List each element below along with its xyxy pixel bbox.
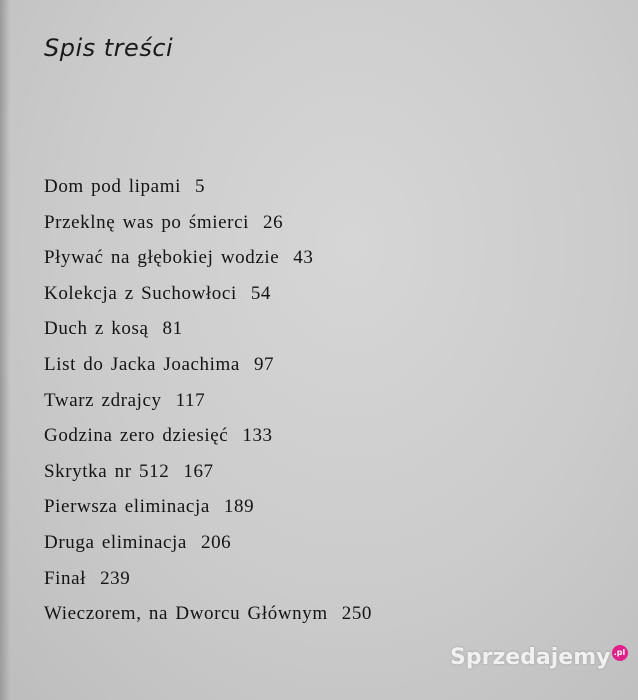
toc-entry — [44, 314, 372, 350]
toc-entry — [44, 386, 372, 422]
toc-entry — [44, 599, 372, 635]
toc-entry-title: List do Jacka Joachima — [44, 353, 240, 375]
toc-entry-page: 26 — [263, 211, 284, 233]
toc-entry-page: 250 — [341, 603, 373, 625]
toc-entry-title: Godzina zero dziesięć — [44, 425, 229, 447]
toc-entry-page: 206 — [200, 531, 232, 553]
table-of-contents — [44, 172, 372, 635]
watermark-text: Sprzedajemy — [450, 645, 611, 670]
toc-entry-page: 239 — [100, 567, 131, 589]
toc-entry-title: Duch z kosą — [44, 318, 149, 340]
toc-entry-title: Skrytka nr 512 — [44, 460, 170, 482]
watermark-badge: .pl — [612, 645, 628, 661]
toc-entry-page: 133 — [242, 425, 273, 447]
toc-entry — [44, 492, 372, 528]
toc-entry-title: Przeklnę was po śmierci — [44, 211, 249, 233]
toc-entry-page: 189 — [223, 496, 255, 518]
toc-entry-title: Wieczorem, na Dworcu Głównym — [44, 603, 328, 625]
toc-entry-page: 97 — [253, 353, 275, 375]
toc-entry-page: 43 — [293, 247, 314, 269]
toc-entry-page: 81 — [162, 318, 183, 340]
toc-entry-title: Twarz zdrajcy — [44, 389, 162, 411]
page-edge-shadow — [0, 0, 10, 700]
toc-entry — [44, 350, 372, 386]
toc-entry — [44, 564, 372, 600]
toc-entry-title: Druga eliminacja — [44, 531, 187, 553]
toc-entry-title: Pływać na głębokiej wodzie — [44, 247, 280, 269]
page-title: Spis treści — [44, 34, 174, 62]
toc-entry — [44, 172, 372, 208]
toc-entry — [44, 528, 372, 564]
toc-entry-page: 167 — [183, 460, 214, 482]
toc-entry-title: Pierwsza eliminacja — [44, 496, 210, 518]
toc-entry — [44, 279, 372, 315]
toc-entry — [44, 208, 372, 244]
toc-entry — [44, 421, 372, 457]
site-watermark — [450, 645, 628, 670]
toc-entry — [44, 243, 372, 279]
toc-entry — [44, 457, 372, 493]
toc-entry-title: Finał — [44, 567, 87, 589]
toc-entry-page: 117 — [175, 389, 206, 411]
toc-entry-page: 5 — [194, 176, 206, 197]
toc-entry-title: Kolekcja z Suchowłoci — [44, 282, 237, 304]
toc-entry-title: Dom pod lipami — [44, 176, 181, 197]
toc-entry-page: 54 — [250, 282, 272, 304]
